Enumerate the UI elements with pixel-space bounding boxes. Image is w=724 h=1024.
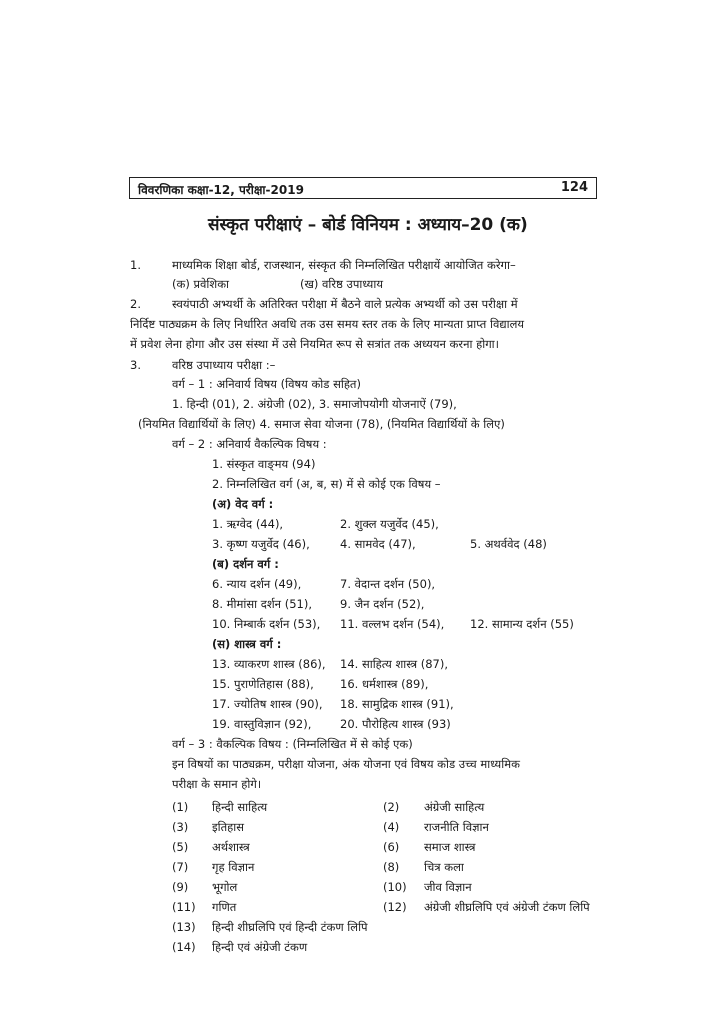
varg-3-note-line-1: इन विषयों का पाठ्यक्रम, परीक्षा योजना, अंक योजना एवं विषय कोड उच्च माध्यमिक <box>172 757 520 771</box>
page-title: संस्कृत परीक्षाएं – बोर्ड विनियम : अध्याय–20 (क) <box>208 215 528 235</box>
section-1-number: 1. <box>130 258 141 272</box>
section-1-option-b: (ख) वरिष्ठ उपाध्याय <box>300 277 383 291</box>
group-shastra-cell: 18. सामुद्रिक शास्त्र (91), <box>340 697 454 711</box>
subject-name: जीव विज्ञान <box>424 880 472 894</box>
group-darshan-cell: 12. सामान्य दर्शन (55) <box>470 617 574 631</box>
subject-name: भूगोल <box>212 880 238 894</box>
group-shastra-heading: (स) शास्त्र वर्ग : <box>212 637 282 651</box>
header-publication: विवरणिका कक्षा-12, परीक्षा-2019 <box>138 183 304 197</box>
subject-name: समाज शास्त्र <box>424 840 476 854</box>
group-shastra-cell: 20. पौरोहित्य शास्त्र (93) <box>340 717 451 731</box>
subject-name: हिन्दी शीघ्रलिपि एवं हिन्दी टंकण लिपि <box>212 920 368 934</box>
subject-number: (14) <box>172 940 196 954</box>
subject-name: चित्र कला <box>424 860 464 874</box>
subject-number: (9) <box>172 880 189 894</box>
group-shastra-cell: 17. ज्योतिष शास्त्र (90), <box>212 697 323 711</box>
subject-name: गणित <box>212 900 237 914</box>
section-3-heading: वरिष्ठ उपाध्याय परीक्षा :– <box>172 358 276 372</box>
group-shastra-cell: 14. साहित्य शास्त्र (87), <box>340 657 448 671</box>
subject-name: अंग्रेजी शीघ्रलिपि एवं अंग्रेजी टंकण लिपि <box>424 900 590 914</box>
group-darshan-heading: (ब) दर्शन वर्ग : <box>212 557 279 571</box>
varg-1-line-2: (नियमित विद्यार्थियों के लिए) 4. समाज सेवा योजना (78), (नियमित विद्यार्थियों के लिए) <box>138 417 505 431</box>
group-darshan-cell: 11. वल्लभ दर्शन (54), <box>340 617 445 631</box>
subject-number: (4) <box>383 820 400 834</box>
subject-name: हिन्दी साहित्य <box>212 800 268 814</box>
subject-number: (3) <box>172 820 189 834</box>
subject-name: इतिहास <box>212 820 245 834</box>
section-1-text: माध्यमिक शिक्षा बोर्ड, राजस्थान, संस्कृत की निम्नलिखित परीक्षायें आयोजित करेगा– <box>172 258 516 272</box>
subject-number: (10) <box>383 880 407 894</box>
subject-number: (1) <box>172 800 189 814</box>
section-3-number: 3. <box>130 358 141 372</box>
subject-name: हिन्दी एवं अंग्रेजी टंकण <box>212 940 308 954</box>
section-2-line-1: स्वयंपाठी अभ्यर्थी के अतिरिक्त परीक्षा में बैठने वाले प्रत्येक अभ्यर्थी को उस परीक्षा में <box>172 297 518 311</box>
subject-name: गृह विज्ञान <box>212 860 255 874</box>
group-veda-cell: 4. सामवेद (47), <box>340 537 416 551</box>
subject-number: (6) <box>383 840 400 854</box>
page-number: 124 <box>560 180 588 195</box>
varg-3-heading: वर्ग – 3 : वैकल्पिक विषय : (निम्नलिखित में से कोई एक) <box>172 737 413 751</box>
group-veda-cell: 5. अथर्ववेद (48) <box>470 537 547 551</box>
group-veda-heading: (अ) वेद वर्ग : <box>212 497 274 511</box>
group-shastra-cell: 16. धर्मशास्त्र (89), <box>340 677 429 691</box>
subject-number: (12) <box>383 900 407 914</box>
varg-3-note-line-2: परीक्षा के समान होगे। <box>172 777 262 791</box>
subject-name: राजनीति विज्ञान <box>424 820 489 834</box>
group-shastra-cell: 15. पुराणेतिहास (88), <box>212 677 314 691</box>
subject-number: (2) <box>383 800 400 814</box>
varg-1-heading: वर्ग – 1 : अनिवार्य विषय (विषय कोड सहित) <box>172 377 361 391</box>
varg-2-item-2: 2. निम्नलिखित वर्ग (अ, ब, स) में से कोई एक विषय – <box>212 477 441 491</box>
group-shastra-cell: 13. व्याकरण शास्त्र (86), <box>212 657 326 671</box>
group-darshan-cell: 8. मीमांसा दर्शन (51), <box>212 597 312 611</box>
group-darshan-cell: 9. जैन दर्शन (52), <box>340 597 425 611</box>
subject-number: (13) <box>172 920 196 934</box>
section-2-line-2: निर्दिष्ट पाठ्यक्रम के लिए निर्धारित अवधि तक उस समय स्तर तक के लिए मान्यता प्राप्त विद्यालय <box>130 317 525 331</box>
group-darshan-cell: 6. न्याय दर्शन (49), <box>212 577 302 591</box>
section-2-number: 2. <box>130 297 141 311</box>
group-veda-cell: 2. शुक्ल यजुर्वेद (45), <box>340 517 439 531</box>
group-darshan-cell: 7. वेदान्त दर्शन (50), <box>340 577 436 591</box>
group-shastra-cell: 19. वास्तुविज्ञान (92), <box>212 717 312 731</box>
subject-name: अंग्रेजी साहित्य <box>424 800 485 814</box>
subject-number: (8) <box>383 860 400 874</box>
subject-number: (7) <box>172 860 189 874</box>
group-veda-cell: 1. ऋग्वेद (44), <box>212 517 284 531</box>
subject-number: (5) <box>172 840 189 854</box>
group-veda-cell: 3. कृष्ण यजुर्वेद (46), <box>212 537 310 551</box>
section-1-option-a: (क) प्रवेशिका <box>172 277 230 291</box>
varg-2-item-1: 1. संस्कृत वाङ्‌मय (94) <box>212 457 316 471</box>
section-2-line-3: में प्रवेश लेना होगा और उस संस्था में उसे नियमित रूप से सत्रांत तक अध्ययन करना होगा। <box>130 337 500 351</box>
group-darshan-cell: 10. निम्बार्क दर्शन (53), <box>212 617 321 631</box>
subject-name: अर्थशास्त्र <box>212 840 250 854</box>
subject-number: (11) <box>172 900 196 914</box>
page-header <box>129 177 597 199</box>
varg-2-heading: वर्ग – 2 : अनिवार्य वैकल्पिक विषय : <box>172 437 327 451</box>
varg-1-line-1: 1. हिन्दी (01), 2. अंग्रेजी (02), 3. समाजोपयोगी योजनाऐं (79), <box>172 397 457 411</box>
